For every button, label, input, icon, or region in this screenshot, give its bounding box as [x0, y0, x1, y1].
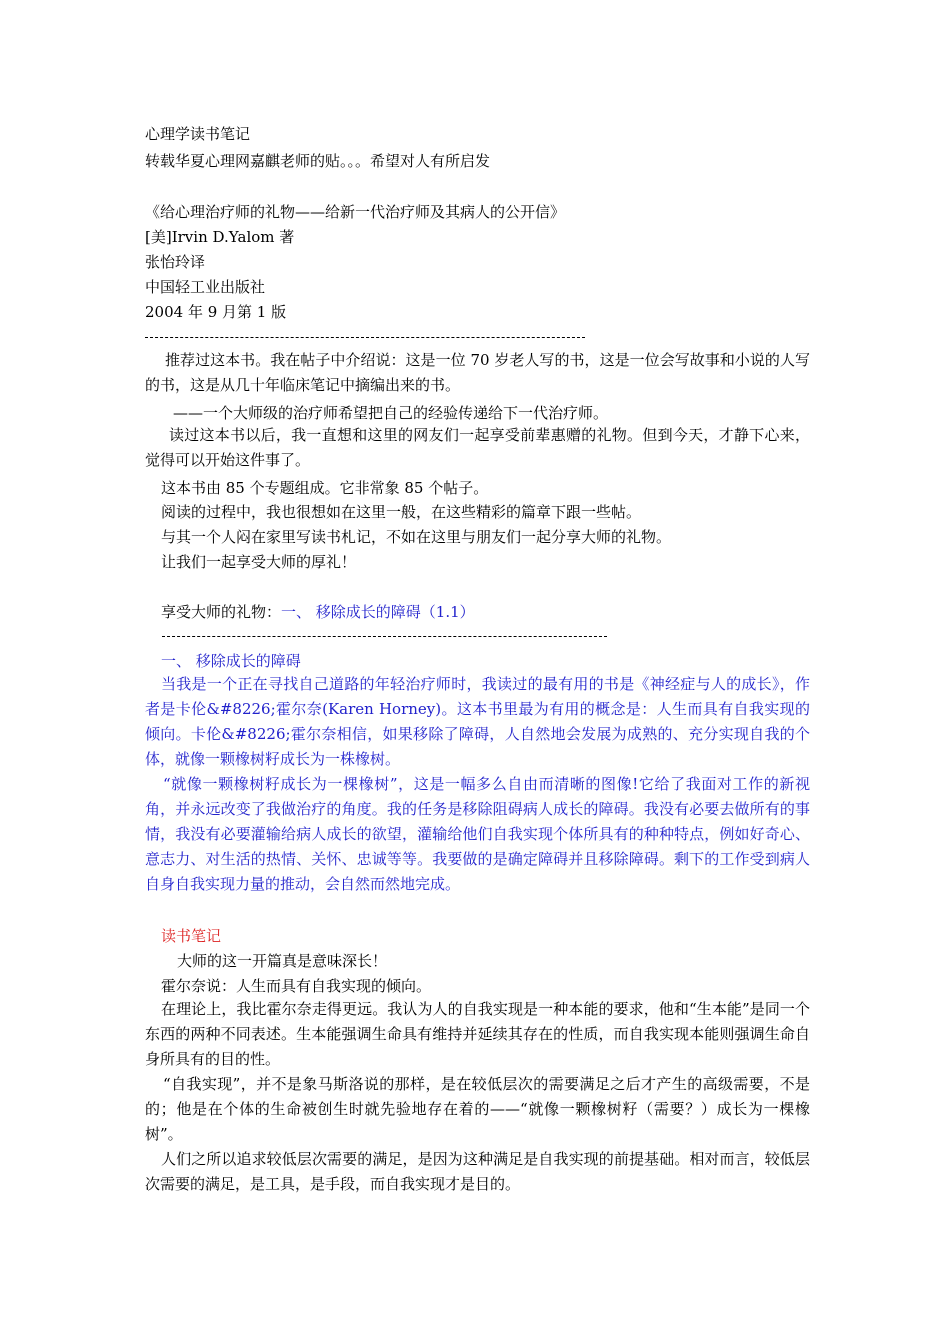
divider-line-2 [162, 636, 607, 637]
page-title: 心理学读书笔记 [145, 125, 251, 143]
quote-paragraph-2: “就像一颗橡树籽成长为一棵橡树”，这是一幅多么自由而清晰的图像!它给了我面对工作的新视角，并永远改变了我做治疗的角度。我的任务是移除阻碍病人成长的障碍。我没有必要去做所有的事情，我没有必要灌输给病人成长的欲望，灌输给他们自我实现个体所具有的种种特点，例如好奇心、意志力、对生活的热情、关怀、忠诚等等。我要做的是确定障碍并且移除障碍。剩下的工作受到病人自身自我实现力量的推动，会自然而然地完成。 [145, 775, 810, 893]
intro-paragraph-7: 让我们一起享受大师的厚礼！ [161, 553, 357, 571]
intro-paragraph-5: 阅读的过程中，我也很想如在这里一般，在这些精彩的篇章下跟一些帖。 [161, 503, 642, 521]
notes-heading: 读书笔记 [161, 927, 222, 945]
divider-line [145, 337, 585, 338]
book-publisher: 中国轻工业出版社 [145, 278, 266, 296]
section-link[interactable]: 一、 移除成长的障碍（1.1） [281, 603, 475, 621]
notes-paragraph-4: “自我实现”，并不是象马斯洛说的那样，是在较低层次的需要满足之后才产生的高级需要，不是的；他是在个体的生命被创生时就先验地存在着的——“就像一颗橡树籽（需要？）成长为一棵橡树”。 [145, 1075, 810, 1143]
page-subtitle: 转载华夏心理网嘉麒老师的贴。。。希望对人有所启发 [145, 152, 491, 170]
quote-paragraph-1: 当我是一个正在寻找自己道路的年轻治疗师时，我读过的最有用的书是《神经症与人的成长》，作者是卡伦&#8226;霍尔奈(Karen Horney)。这本书里最为有用的概念是：人生而具有自我实现的倾向。卡伦&#8226;霍尔奈相信，如果移除了障碍，人自然地会发展为成熟的、充分实现自我的个体，就像一颗橡树籽成长为一株橡树。 [145, 675, 810, 768]
notes-paragraph-1: 大师的这一开篇真是意味深长！ [177, 952, 388, 970]
intro-paragraph-2: ——一个大师级的治疗师希望把自己的经验传递给下一代治疗师。 [173, 404, 609, 422]
book-author: [美]Irvin D.Yalom 著 [145, 228, 295, 246]
notes-paragraph-2: 霍尔奈说：人生而具有自我实现的倾向。 [161, 977, 432, 995]
section-heading: 一、 移除成长的障碍 [161, 652, 301, 670]
book-title: 《给心理治疗师的礼物——给新一代治疗师及其病人的公开信》 [145, 203, 566, 221]
intro-paragraph-4: 这本书由 85 个专题组成。它非常象 85 个帖子。 [161, 479, 489, 497]
intro-paragraph-6: 与其一个人闷在家里写读书札记，不如在这里与朋友们一起分享大师的礼物。 [161, 528, 672, 546]
notes-paragraph-5: 人们之所以追求较低层次需要的满足，是因为这种满足是自我实现的前提基础。相对而言，较低层次需要的满足，是工具，是手段，而自我实现才是目的。 [145, 1150, 810, 1193]
notes-paragraph-3: 在理论上，我比霍尔奈走得更远。我认为人的自我实现是一种本能的要求，他和“生本能”是同一个东西的两种不同表述。生本能强调生命具有维持并延续其存在的性质，而自我实现本能则强调生命自身所具有的目的性。 [145, 1000, 810, 1068]
book-translator: 张怡玲译 [145, 253, 206, 271]
intro-paragraph-1: 推荐过这本书。我在帖子中介绍说：这是一位 70 岁老人写的书，这是一位会写故事和小说的人写的书，这是从几十年临床笔记中摘编出来的书。 [145, 351, 810, 394]
section-intro-line [161, 602, 475, 622]
section-prefix: 享受大师的礼物： [161, 603, 282, 621]
intro-paragraph-3: 读过这本书以后，我一直想和这里的网友们一起享受前辈惠赠的礼物。但到今天，才静下心来，觉得可以开始这件事了。 [145, 426, 810, 469]
book-edition: 2004 年 9 月第 1 版 [145, 303, 287, 321]
